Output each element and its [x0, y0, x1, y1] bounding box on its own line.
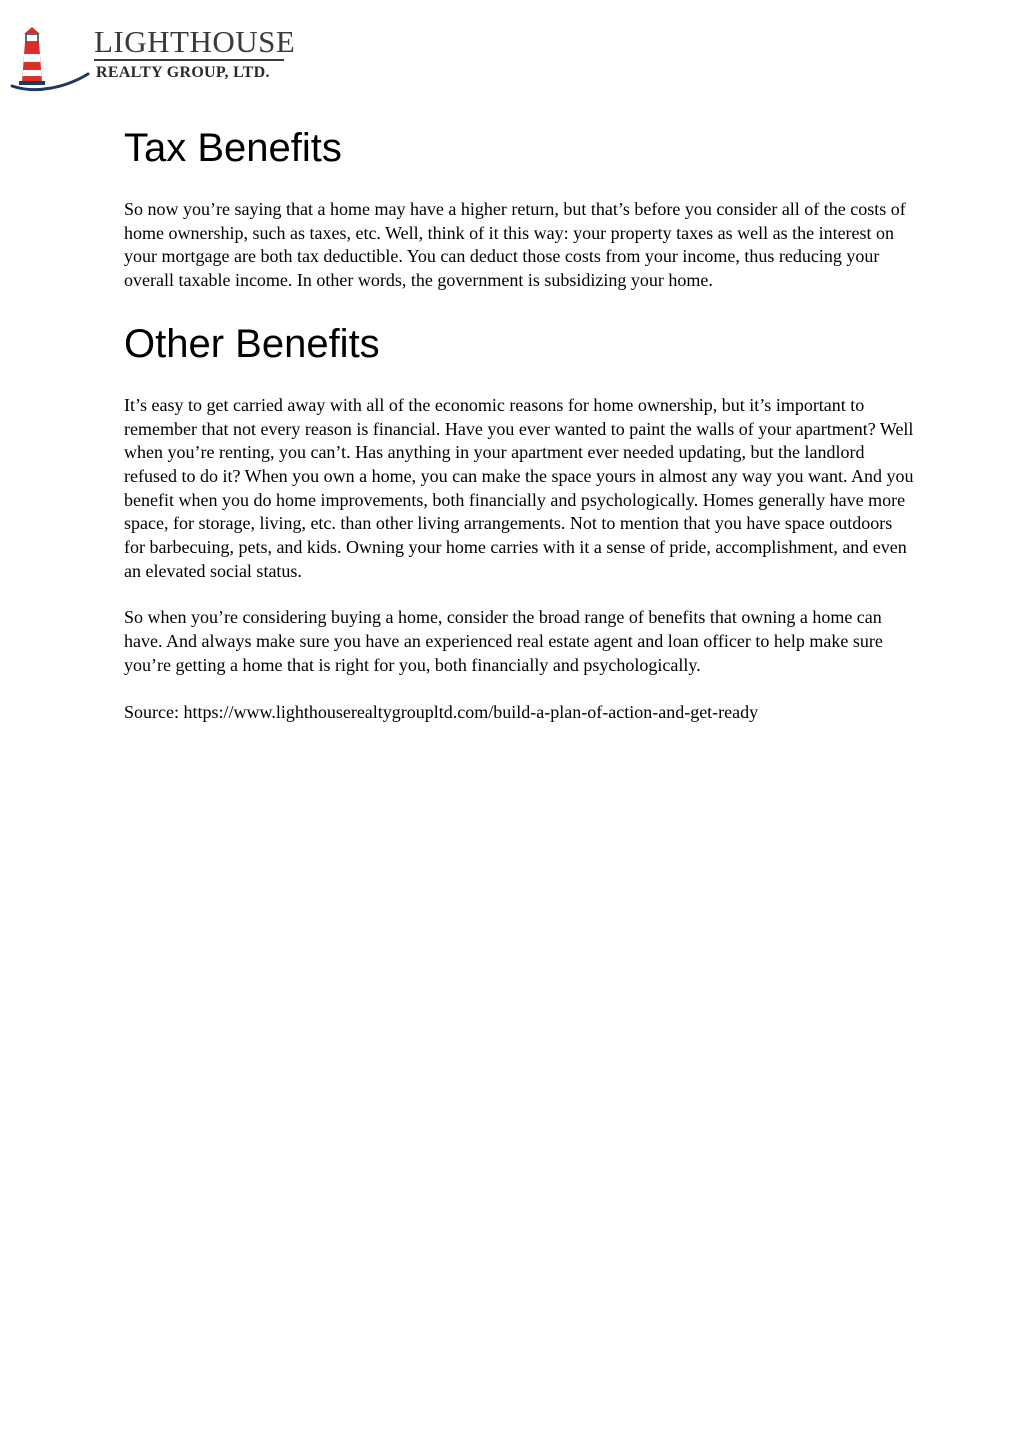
- logo-wordmark-line1: LIGHTHOUSE: [94, 24, 296, 59]
- source-line: Source: https://www.lighthouserealtygroupltd.com/build-a-plan-of-action-and-get-ready: [124, 701, 759, 722]
- paragraph: So now you’re saying that a home may have a higher return, but that’s before you consider all of the costs of home ownership, such as taxes, etc. Well, think of it this way: your property taxes as well as the interest on your mortgage are both tax deductible. You can deduct those costs from your income, thus reducing your overall taxable income. In other words, the government is subsidizing your home.: [124, 199, 906, 291]
- lighthouse-icon: [10, 24, 90, 92]
- logo-wordmark-line2: REALTY GROUP, LTD.: [96, 64, 270, 81]
- document-body: [124, 124, 914, 747]
- section-heading-other-benefits: Other Benefits: [124, 321, 380, 366]
- company-logo: [10, 24, 295, 94]
- paragraph: So when you’re considering buying a home, consider the broad range of benefits that owning a home can have. And always make sure you have an experienced real estate agent and loan officer to help make sure you’re getting a home that is right for you, both financially and psychologically.: [124, 607, 883, 675]
- section-heading-tax-benefits: Tax Benefits: [124, 126, 342, 170]
- logo-rule: [94, 59, 284, 61]
- paragraph: It’s easy to get carried away with all of the economic reasons for home ownership, but it’s important to remember that not every reason is financial. Have you ever wanted to paint the walls of your apartment? Well when you’re renting, you can’t. Has anything in your apartment ever needed updating, but the landlord refused to do it? When you own a home, you can make the space yours in almost any way you want. And you benefit when you do home improvements, both financially and psychologically. Homes generally have more space, for storage, living, etc. than other living arrangements. Not to mention that you have space outdoors for barbecuing, pets, and kids. Owning your home carries with it a sense of pride, accomplishment, and even an elevated social status.: [124, 394, 914, 581]
